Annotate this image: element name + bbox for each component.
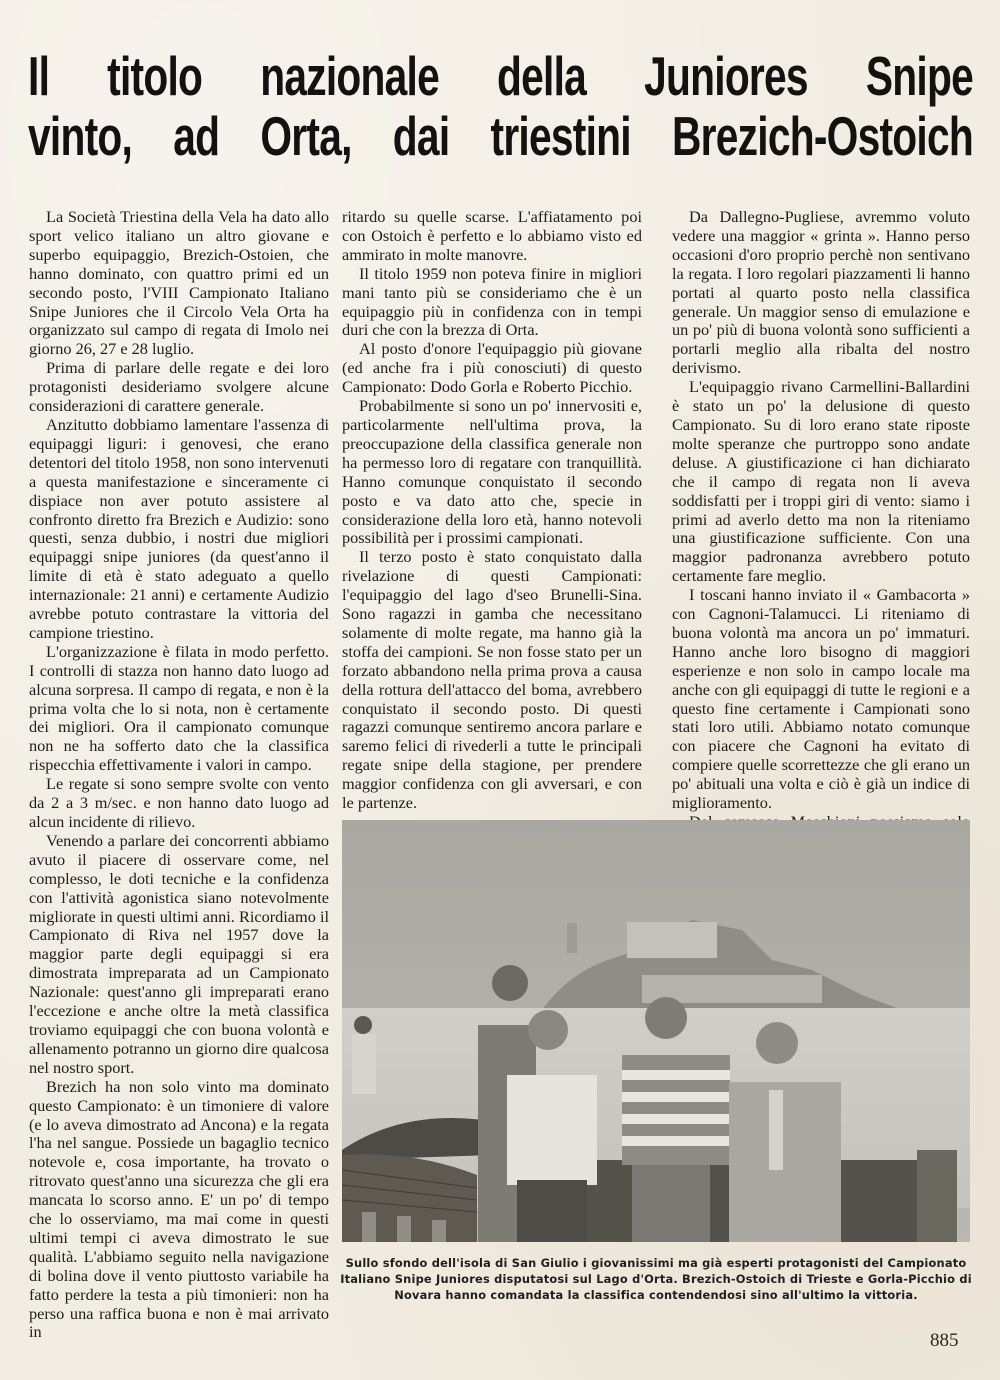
article-headline xyxy=(28,45,973,167)
article-column-1 xyxy=(29,208,329,1342)
paragraph: L'organizzazione è filata in modo perfetto. I controlli di stazza non hanno dato luogo ad alcuna sorpresa. Il campo di regata, e non è la prima volta che lo si nota, non è certamente dei migliori. Ora il campionato comunque non ne ha sofferto dato che la classifica rispecchia effettivamente i valori in campo. xyxy=(29,641,329,775)
paragraph: Prima di parlare delle regate e dei loro protagonisti desideriamo svolgere alcune considerazioni di carattere generale. xyxy=(29,358,329,416)
paragraph: La Società Triestina della Vela ha dato allo sport velico italiano un altro giovane e superbo equipaggio, Brezich-Ostoien, che hanno dominato, con quattro primi ed un secondo posto, l'VIII Campionato Italiano Snipe Juniores che il Circolo Vela Orta ha organizzato sul campo di regata di Imolo nei giorno 26, 27 e 28 luglio. xyxy=(29,207,329,359)
paragraph: Brezich ha non solo vinto ma dominato questo Campionato: è un timoniere di valore (e lo aveva dimostrato ad Ancona) e la regata l'ha nel sangue. Possiede un bagaglio tecnico notevole e, cosa importante, ha trovato o ritrovato quest'anno una sicurezza che gli era mancata lo scorso anno. E' un po' di tempo che lo osserviamo, ma mai come in questi ultimi tempi ci aveva dimostrato le sue qualità. L'abbiamo seguito nella navigazione di bolina dove il vento piuttosto variabile ha fatto perdere la testa a più timonieri: non ha perso una raffica buona e non è mai arrivato in xyxy=(29,1076,329,1342)
article-column-2 xyxy=(342,208,642,813)
paragraph: Probabilmente si sono un po' innervositi e, particolarmente nell'ultima prova, la preoccupazione della classifica generale non ha permesso loro di regatare con tranquillità. Hanno comunque conquistato il secondo posto e va dato atto che, specie in considerazione della loro età, hanno notevoli possibilità per i prossimi campionati. xyxy=(342,396,642,548)
article-column-3 xyxy=(672,208,970,851)
paragraph: ritardo su quelle scarse. L'affiatamento poi con Ostoich è perfetto e lo abbiamo visto ed ammirato in molte manovre. xyxy=(342,207,642,264)
paragraph: Da Dallegno-Pugliese, avremmo voluto vedere una maggior « grinta ». Hanno perso occasioni d'oro proprio perchè non sentivano la regata. I loro regolari piazzamenti li hanno portati al quarto posto nella classifica generale. Un maggior senso di emulazione e un po' più di buona volontà sono sufficienti a portarli meglio alla ribalta del nostro derivismo. xyxy=(672,207,970,378)
paragraph: Il terzo posto è stato conquistato dalla rivelazione di questi Campionati: l'equipaggio del lago d'seo Brunelli-Sina. Sono ragazzi in gamba che necessitano solamente di molte regate, ma hanno già la stoffa dei campioni. Se non fosse stato per un forzato abbandono nella prima prova a causa della rottura dell'attacco del boma, avrebbero conquistato il secondo posto. Di questi ragazzi comunque sentiremo ancora parlare e saremo felici di rivederli a tutte le principali regate snipe della stagione, per prendere maggior confidenza con gli avversari, e con le partenze. xyxy=(342,547,642,813)
paragraph: Al posto d'onore l'equipaggio più giovane (ed anche fra i più conosciuti) di questo Campionato: Dodo Gorla e Roberto Picchio. xyxy=(342,339,642,397)
sailors-photo xyxy=(342,820,970,1242)
paragraph: L'equipaggio rivano Carmellini-Ballardini è stato un po' la delusione di questo Campionato. Su di loro erano state riposte molte speranze che purtroppo sono andate deluse. A giustificazione ci han dichiarato che il campo di regata non li aveva soddisfatti per i troppi giri di vento: siamo i primi ad averlo detto ma non la riteniamo una giustificazione sufficiente. Con una maggior padronanza avrebbero potuto certamente fare meglio. xyxy=(672,377,970,586)
photo-caption: Sullo sfondo dell'isola di San Giulio i giovanissimi ma già esperti protagonisti del Campionato Italiano Snipe Juniores disputatosi sul Lago d'Orta. Brezich-Ostoich di Trieste e Gorla-Picchio di Novara hanno comandata la classifica contendendosi sino all'ultimo la vittoria. xyxy=(340,1256,972,1302)
headline-line-1: Il titolo nazionale della Juniores Snipe xyxy=(28,45,973,107)
paragraph: Venendo a parlare dei concorrenti abbiamo avuto il piacere di osservare come, nel complesso, le doti tecniche e la confidenza con l'attività agonistica siano notevolmente migliorate in questi ultimi anni. Ricordiamo il Campionato di Riva nel 1957 dove la maggior parte degli equipaggi si era dimostrata impreparata ad un Campionato Nazionale: quest'anno gli impreparati erano l'eccezione e anche oltre la metà classifica troviamo equipaggi che con buona volontà e allenamento potranno un giorno dire qualcosa nel nostro sport. xyxy=(29,830,329,1077)
paragraph: Anzitutto dobbiamo lamentare l'assenza di equipaggi liguri: i genovesi, che erano detentori del titolo 1958, non sono intervenuti a questa manifestazione e sinceramente ci dispiace non aver potuto assistere al confronto diretto fra Brezich e Audizio: sono questi, senza dubbio, i nostri due migliori equipaggi snipe juniores (da quest'anno il limite di età è stato adeguato a quello internazionale: 21 anni) e certamente Audizio avrebbe potuto contrastare la vittoria del campione triestino. xyxy=(29,414,329,642)
page-number: 885 xyxy=(930,1330,959,1351)
paragraph: Il titolo 1959 non poteva finire in migliori mani tanto più se consideriamo che è un equipaggio più in confidenza con in tempi duri che con la brezza di Orta. xyxy=(342,263,642,340)
paragraph: I toscani hanno inviato il « Gambacorta » con Cagnoni-Talamucci. Li riteniamo di buona volontà ma ancora un po' immaturi. Hanno anche loro bisogno di maggiori esperienze e non solo in campo locale ma anche con gli equipaggi di tutte le regioni e a questo fine certamente i Campionati sono stati loro utili. Abbiamo notato comunque con piacere che Cagnoni ha evitato di compiere quelle scorrettezze che gli erano un po' abituali una volta e ciò è già un indice di miglioramento. xyxy=(672,585,970,813)
paragraph: Le regate si sono sempre svolte con vento da 2 a 3 m/sec. e non hanno dato luogo ad alcun incidente di rilievo. xyxy=(29,774,329,831)
headline-line-2: vinto, ad Orta, dai triestini Brezich-Ostoich xyxy=(28,105,973,167)
